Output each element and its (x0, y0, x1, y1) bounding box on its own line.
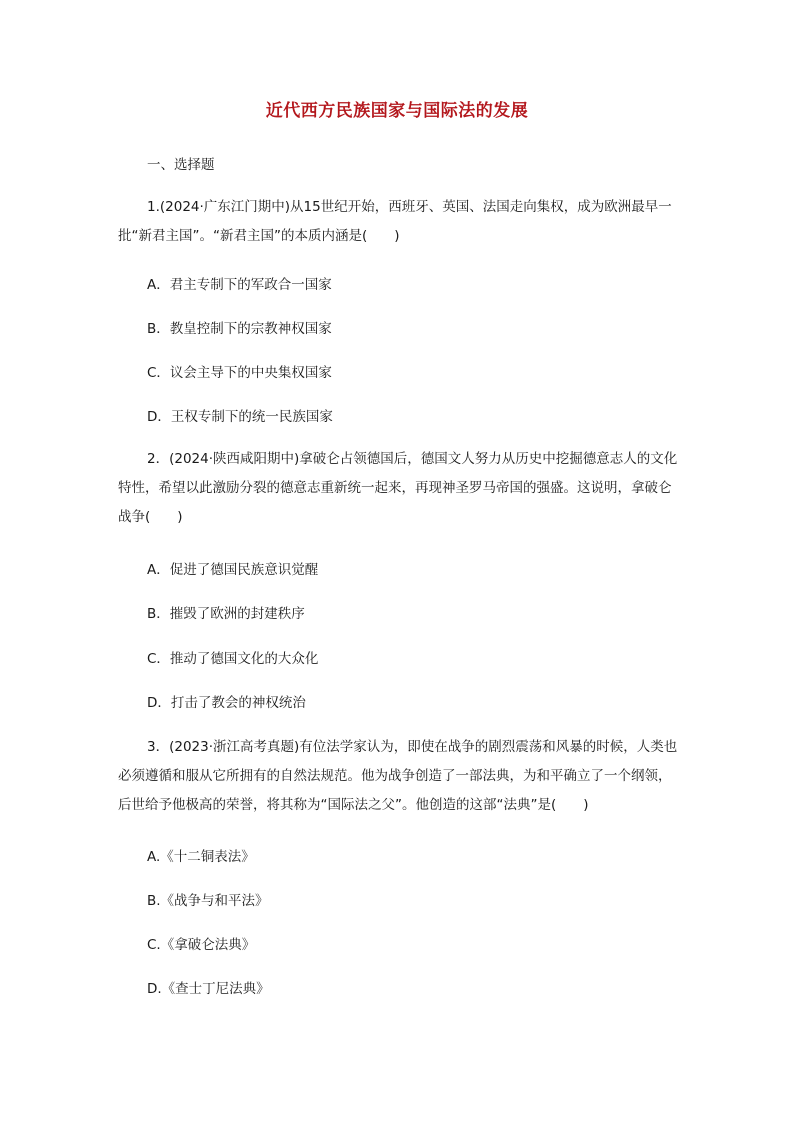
question-3-option-c: C.《拿破仑法典》 (147, 937, 256, 953)
question-1-option-d: D．王权专制下的统一民族国家 (147, 409, 333, 425)
question-3-option-a: A.《十二铜表法》 (147, 849, 255, 865)
question-2-option-a: A．促进了德国民族意识觉醒 (147, 562, 319, 578)
question-2-option-d: D．打击了教会的神权统治 (147, 695, 306, 711)
question-2-option-c: C．推动了德国文化的大众化 (147, 651, 319, 667)
document-title: 近代西方民族国家与国际法的发展 (265, 101, 529, 121)
question-1-option-c: C．议会主导下的中央集权国家 (147, 365, 332, 381)
question-2-option-b: B．摧毁了欧洲的封建秩序 (147, 606, 305, 622)
section-heading: 一、选择题 (147, 157, 215, 173)
question-3-text: 3．(2023·浙江高考真题)有位法学家认为，即使在战争的剧烈震荡和风暴的时候，人类也必须遵循和服从它所拥有的自然法规范。他为战争创造了一部法典，为和平确立了一个纲领，后世给予他极高的荣誉，将其称为“国际法之父”。他创造的这部“法典”是( ) (118, 739, 678, 813)
question-1-option-b: B．教皇控制下的宗教神权国家 (147, 321, 332, 337)
question-1-option-a: A．君主专制下的军政合一国家 (147, 277, 332, 293)
question-3-option-b: B.《战争与和平法》 (147, 893, 269, 909)
question-2-text: 2．(2024·陕西咸阳期中)拿破仑占领德国后，德国文人努力从历史中挖掘德意志人的文化特性，希望以此激励分裂的德意志重新统一起来，再现神圣罗马帝国的强盛。这说明，拿破仑战争( ) (118, 451, 678, 525)
question-3-option-d: D.《查士丁尼法典》 (147, 981, 270, 997)
question-1-text: 1.(2024·广东江门期中)从15世纪开始，西班牙、英国、法国走向集权，成为欧洲最早一批“新君主国”。“新君主国”的本质内涵是( ) (118, 199, 672, 244)
